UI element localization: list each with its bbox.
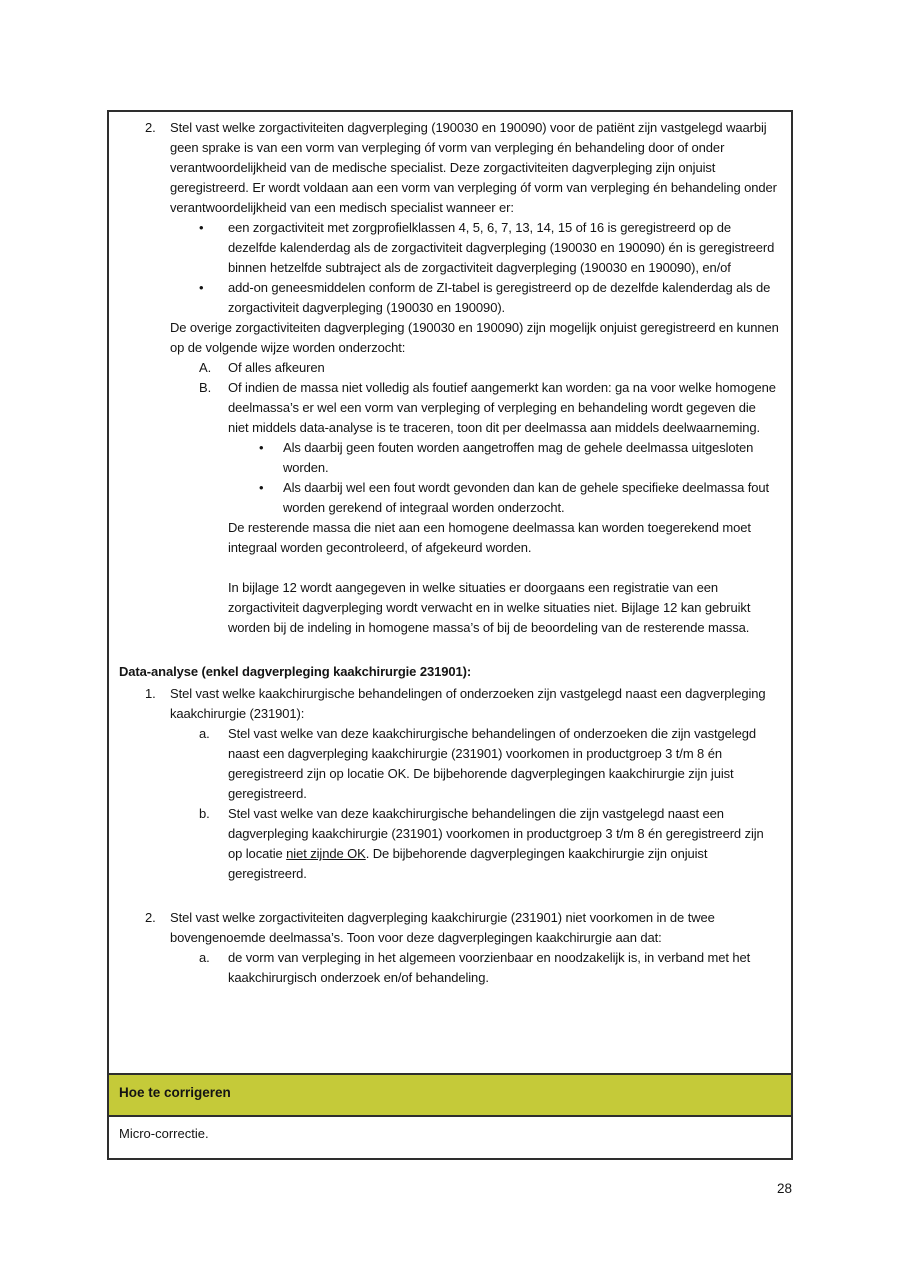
list-number: 2.: [145, 120, 156, 135]
blank-line: [119, 884, 779, 908]
bullet-item-text: een zorgactiviteit met zorgprofielklassen 4, 5, 6, 7, 13, 14, 15 of 16 is geregistreerd op de dezelfde kalenderdag als de zorgactiviteit dagverpleging (190030 en 190090) én is geregistreerd binnen hetzelfde subtraject als de zorgactiviteit dagverpleging (190030 en 190090), en/of: [228, 220, 775, 275]
lettered-item: [199, 948, 779, 988]
lettered-item-text: Stel vast welke van deze kaakchirurgische behandelingen of onderzoeken die zijn vastgelegd naast een dagverpleging kaakchirurgie (231901) voorkomen in productgroep 3 t/m 8 én geregistreerd zijn op locatie OK. De bijbehorende dagverplegingen kaakchirurgie zijn juist geregistreerd.: [228, 726, 756, 801]
instruction-body-cell: [109, 112, 791, 1073]
list-item-text: Stel vast welke kaakchirurgische behandelingen of onderzoeken zijn vastgelegd naast een dagverpleging kaakchirurgie (231901):: [170, 686, 766, 721]
bullet-item-text: add-on geneesmiddelen conform de ZI-tabel is geregistreerd op de dezelfde kalenderdag als de zorgactiviteit dagverpleging (190030 en 190090).: [228, 280, 771, 315]
lettered-item: [199, 358, 779, 378]
bullet-item-text: Als daarbij wel een fout wordt gevonden dan kan de gehele specifieke deelmassa fout worden gerekend of integraal worden onderzocht.: [283, 480, 770, 515]
bullet-marker: •: [259, 440, 264, 455]
lettered-item: [199, 804, 779, 884]
lettered-item-text: de vorm van verpleging in het algemeen voorzienbaar en noodzakelijk is, in verband met het kaakchirurgisch onderzoek en/of behandeling.: [228, 950, 751, 985]
list-item-text: Stel vast welke zorgactiviteiten dagverpleging kaakchirurgie (231901) niet voorkomen in de twee bovengenoemde deelmassa’s. Toon voor deze dagverplegingen kaakchirurgie aan dat:: [170, 910, 715, 945]
lettered-item-text: [228, 804, 779, 884]
list-number: 2.: [145, 910, 156, 925]
paragraph: De resterende massa die niet aan een homogene deelmassa kan worden toegerekend moet integraal worden gecontroleerd, of afgekeurd worden.: [228, 520, 751, 555]
bullet-marker: •: [199, 220, 204, 235]
list-number: 1.: [145, 686, 156, 701]
bullet-item: [259, 478, 779, 518]
letter-marker: a.: [199, 950, 210, 965]
bullet-item: [259, 438, 779, 478]
letter-marker: b.: [199, 806, 210, 821]
text-segment: . De bijbehorende dagverplegingen kaakchirurgie zijn onjuist geregistreerd.: [228, 846, 708, 881]
blank-line: [119, 558, 779, 578]
underlined-text: niet zijnde OK: [286, 846, 366, 861]
audit-instruction-table: [107, 110, 793, 1160]
lettered-item: [199, 378, 779, 438]
list-item: [145, 118, 779, 218]
text-segment: Stel vast welke van deze kaakchirurgische behandelingen die zijn vastgelegd naast een dagverpleging kaakchirurgie (231901) voorkomen in productgroep 3 t/m 8 én geregistreerd zijn op locatie: [228, 806, 764, 861]
correction-method-cell: Micro-correctie.: [119, 1126, 209, 1141]
paragraph: De overige zorgactiviteiten dagverpleging (190030 en 190090) zijn mogelijk onjuist geregistreerd en kunnen op de volgende wijze worden onderzocht:: [170, 320, 779, 355]
blank-line: [119, 638, 779, 662]
lettered-item: [199, 724, 779, 804]
lettered-item-text: Of indien de massa niet volledig als foutief aangemerkt kan worden: ga na voor welke homogene deelmassa’s er wel een vorm van verpleging of verpleging en behandeling wordt gegeven die niet middels data-analyse is te traceren, toon dit per deelmassa aan middels deelwaarneming.: [228, 380, 776, 435]
list-item-text: Stel vast welke zorgactiviteiten dagverpleging (190030 en 190090) voor de patiënt zijn vastgelegd waarbij geen sprake is van een vorm van verpleging óf vorm van verpleging én behandeling door of onder verantwoordelijkheid van de medische specialist. Deze zorgactiviteiten dagverpleging zijn onjuist geregistreerd. Er wordt voldaan aan een vorm van verpleging óf vorm van verpleging én behandeling onder verantwoordelijkheid van een medisch specialist wanneer er:: [170, 120, 777, 215]
letter-marker: A.: [199, 360, 212, 375]
lettered-item-text: Of alles afkeuren: [228, 360, 325, 375]
bullet-item-text: Als daarbij geen fouten worden aangetroffen mag de gehele deelmassa uitgesloten worden.: [283, 440, 754, 475]
list-item: [145, 684, 779, 724]
how-to-correct-header-row: Hoe te corrigeren: [109, 1073, 791, 1117]
bullet-item: [199, 278, 779, 318]
bullet-item: [199, 218, 779, 278]
bullet-marker: •: [259, 480, 264, 495]
letter-marker: a.: [199, 726, 210, 741]
paragraph: In bijlage 12 wordt aangegeven in welke situaties er doorgaans een registratie van een zorgactiviteit dagverpleging wordt verwacht en in welke situaties niet. Bijlage 12 kan gebruikt worden bij de indeling in homogene massa’s of bij de beoordeling van de resterende massa.: [228, 580, 751, 635]
letter-marker: B.: [199, 380, 212, 395]
list-item: [145, 908, 779, 948]
bullet-marker: •: [199, 280, 204, 295]
page-number: 28: [776, 1181, 792, 1196]
section-heading: Data-analyse (enkel dagverpleging kaakchirurgie 231901):: [119, 664, 472, 679]
